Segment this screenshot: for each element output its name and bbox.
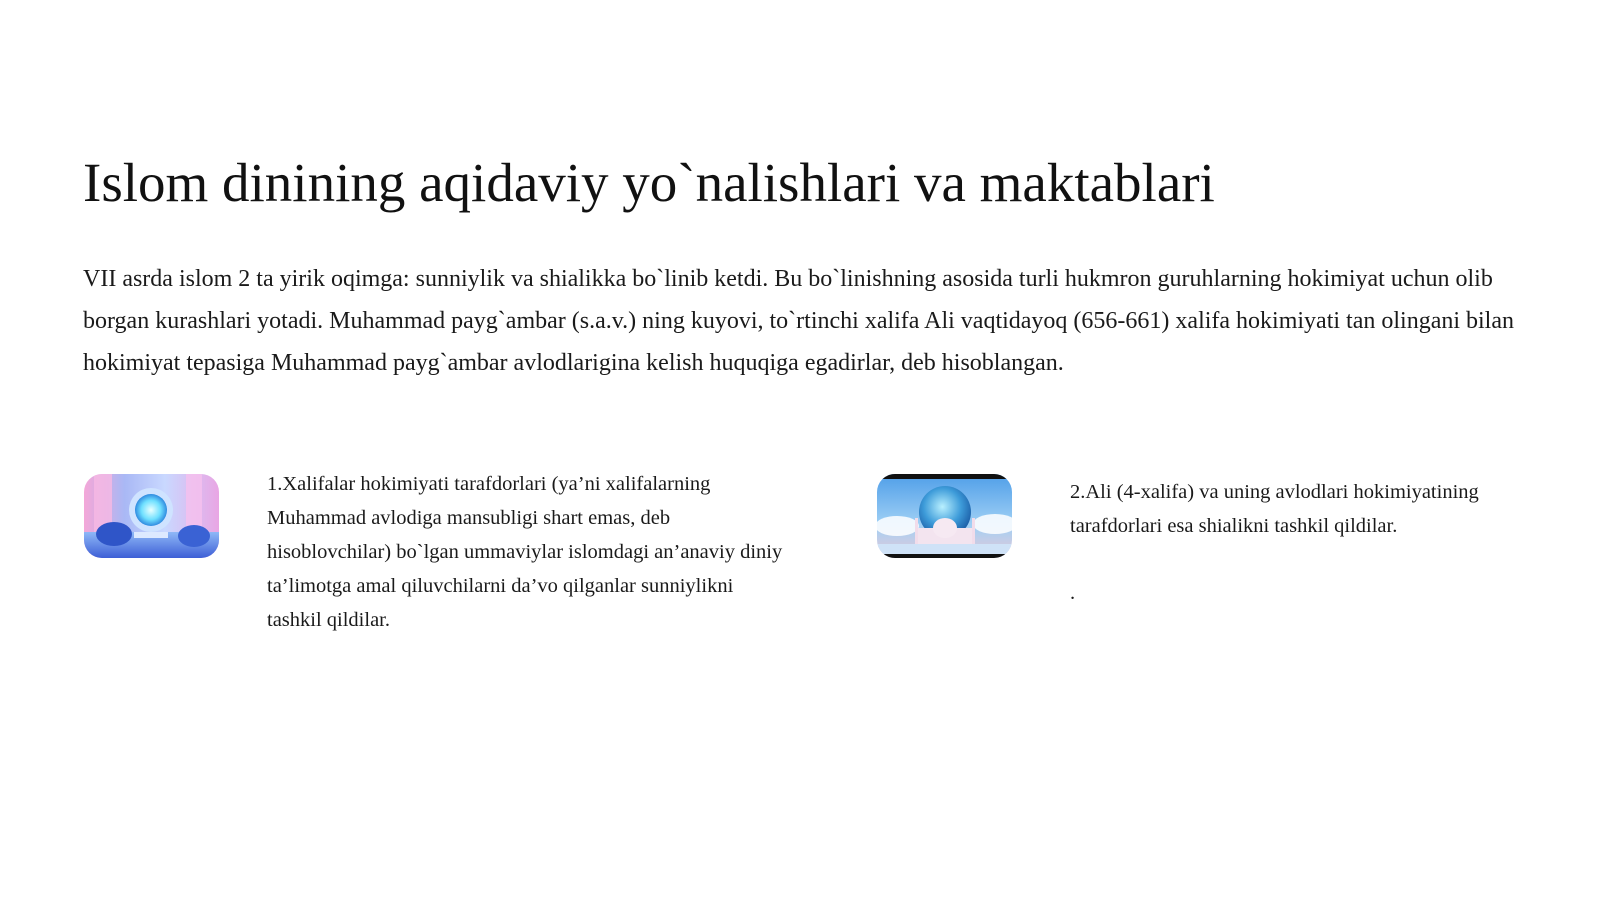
- intro-paragraph: VII asrda islom 2 ta yirik oqimga: sunniylik va shialikka bo`linib ketdi. Bu bo`linishning asosida turli hukmron guruhlarning hokimiyat uchun olib borgan kurashlari yotadi. Muhammad payg`ambar (s.a.v.) ning kuyovi, to`rtinchi xalifa Ali vaqtidayoq (656-661) xalifa hokimiyati tan olingani bilan hokimiyat tepasiga Muhammad payg`ambar avlodlarigina kelish huquqiga egadirlar, deb hisoblangan.: [83, 266, 1514, 376]
- item-2-trailing-dot: .: [1070, 582, 1076, 604]
- mosque-globe-image: [877, 474, 1012, 558]
- futuristic-room-image: [84, 474, 219, 558]
- item-2-text: 2.Ali (4-xalifa) va uning avlodlari hokimiyatining tarafdorlari esa shialikni tashkil qildilar.: [1070, 481, 1479, 537]
- item-1-text: 1.Xalifalar hokimiyati tarafdorlari (ya’ni xalifalarning Muhammad avlodiga mansubligi shart emas, deb hisoblovchilar) bo`lgan ummaviylar islomdagi an’anaviy diniy ta’limotga amal qiluvchilarni da’vo qilganlar sunniylikni tashkil qildilar.: [267, 473, 783, 631]
- slide-title: Islom dinining aqidaviy yo`nalishlari va maktablari: [83, 152, 1215, 213]
